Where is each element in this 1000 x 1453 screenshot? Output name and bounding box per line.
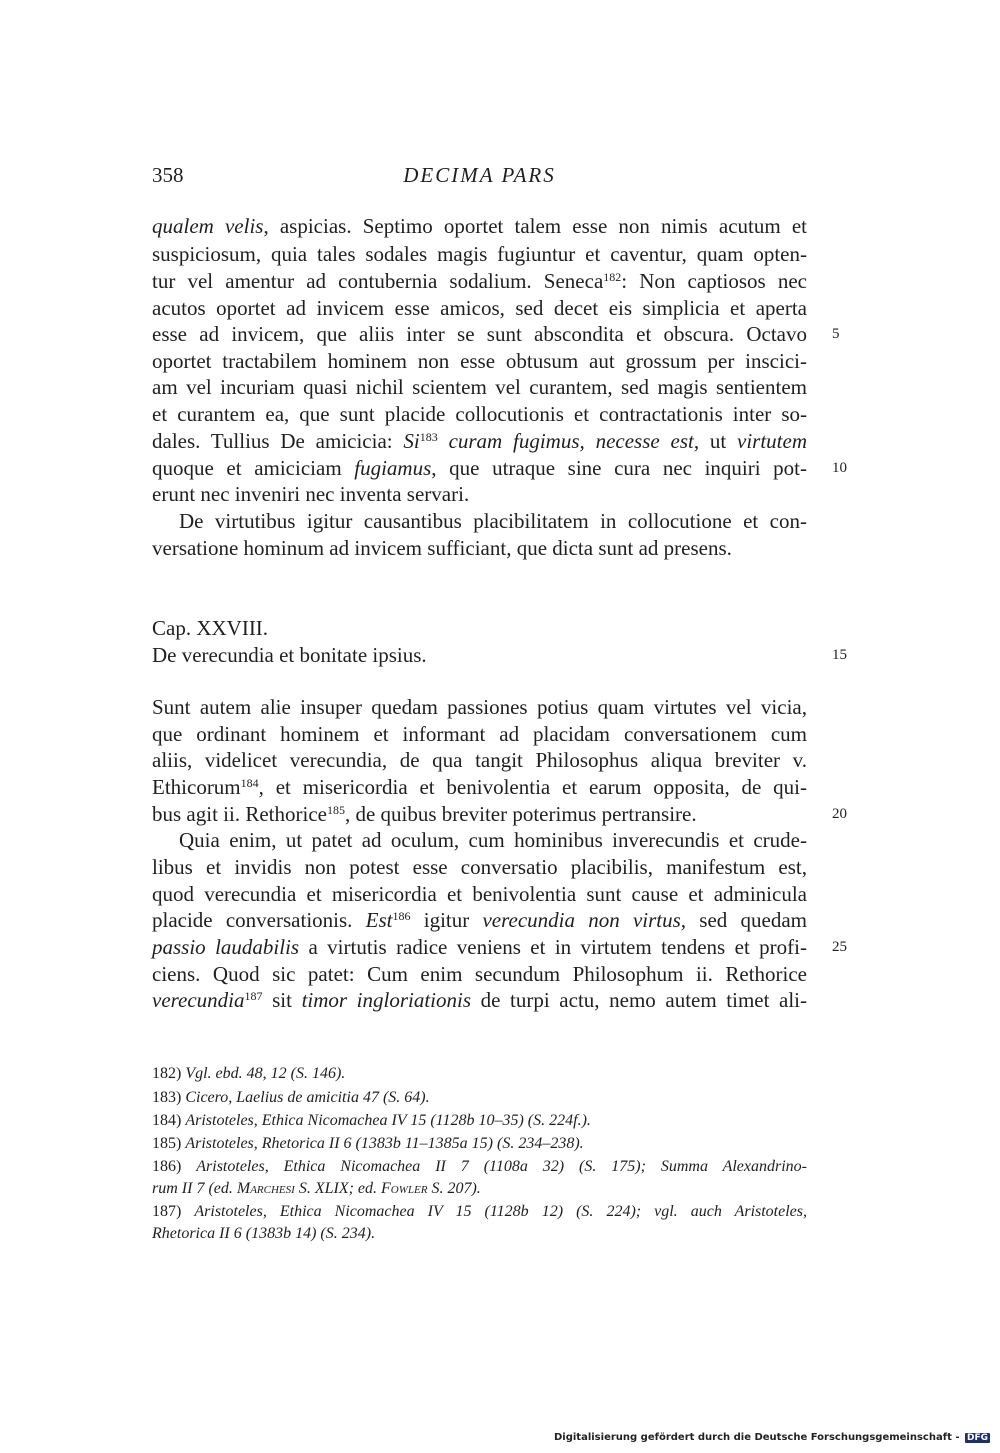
text-line: dales. Tullius De amicicia: Si$^{183}$ curam fugimus, necesse est, ut virtutem	[152, 429, 807, 453]
text-line: ciens. Quod sic patet: Cum enim secundum Philosophum ii. Rethorice	[152, 962, 807, 986]
footnote: 185) Aristoteles, Rhetorica II 6 (1383b 11–1385a 15) (S. 234–238).	[152, 1135, 584, 1152]
text-line: aliis, videlicet verecundia, de qua tangit Philosophus aliqua breviter v.	[152, 748, 807, 772]
funding-credit	[554, 1432, 990, 1443]
text-line: tur vel amentur ad contubernia sodalium. Seneca$^{182}$: Non captiosos nec	[152, 269, 807, 293]
text-line: que ordinant hominem et informant ad placidam conversationem cum	[152, 722, 807, 746]
footnote-continuation: rum II 7 (ed. Marchesi S. XLIX; ed. Fowler S. 207).	[152, 1180, 481, 1197]
footnote: 187) Aristoteles, Ethica Nicomachea IV 15 (1128b 12) (S. 224); vgl. auch Aristoteles,	[152, 1203, 808, 1220]
text-line: am vel incuriam quasi nichil scientem vel curantem, sed magis sentientem	[152, 375, 807, 399]
running-title: DECIMA PARS	[403, 163, 556, 187]
text-line: qualem velis, aspicias. Septimo oportet talem esse non nimis acutum et	[152, 214, 807, 238]
footnote-continuation: Rhetorica II 6 (1383b 14) (S. 234).	[152, 1225, 376, 1242]
footnote: 184) Aristoteles, Ethica Nicomachea IV 15 (1128b 10–35) (S. 224f.).	[152, 1112, 591, 1129]
text-line: Quia enim, ut patet ad oculum, cum hominibus inverecundis et crude-	[179, 828, 807, 852]
line-number: 10	[832, 460, 847, 476]
dfg-logo: DFG	[966, 1433, 988, 1443]
footnote: 183) Cicero, Laelius de amicitia 47 (S. 64).	[152, 1089, 430, 1106]
page-number: 358	[152, 163, 184, 187]
chapter-label: Cap. XXVIII.	[152, 616, 269, 640]
text-line: erunt nec inveniri nec inventa servari.	[152, 482, 470, 506]
line-number: 5	[832, 326, 840, 342]
text-line: Sunt autem alie insuper quedam passiones potius quam virtutes vel vicia,	[152, 695, 807, 719]
line-number: 20	[832, 806, 847, 822]
funding-credit-text: Digitalisierung gefördert durch die Deutsche Forschungsgemeinschaft -	[553, 1432, 960, 1443]
text-line: quoque et amiciciam fugiamus, que utraque sine cura nec inquiri pot-	[152, 456, 808, 480]
text-line: suspiciosum, quia tales sodales magis fugiuntur et caventur, quam opten-	[152, 242, 807, 266]
text-line: quod verecundia et misericordia et benivolentia sunt cause et adminicula	[152, 882, 807, 906]
text-line: et curantem ea, que sunt placide collocutionis et contractationis inter so-	[152, 402, 807, 426]
text-line: acutos oportet ad invicem esse amicos, sed decet eis simplicia et aperta	[152, 296, 807, 320]
line-number: 15	[832, 647, 847, 663]
text-line: libus et invidis non potest esse conversatio placibilis, manifestum est,	[152, 855, 807, 879]
line-number: 25	[832, 939, 847, 955]
footnote: 186) Aristoteles, Ethica Nicomachea II 7 (1108a 32) (S. 175); Summa Alexandrino-	[152, 1158, 807, 1175]
chapter-title: De verecundia et bonitate ipsius.	[152, 643, 427, 667]
text-line: oportet tractabilem hominem non esse obtusum aut grossum per inscici-	[152, 349, 807, 373]
text-line: esse ad invicem, que aliis inter se sunt abscondita et obscura. Octavo	[152, 322, 807, 346]
text-line: verecundia$^{187}$ sit timor ingloriationis de turpi actu, nemo autem timet ali-	[152, 988, 808, 1012]
text-line: De virtutibus igitur causantibus placibilitatem in collocutione et con-	[179, 509, 807, 533]
text-line: versatione hominum ad invicem sufficiant, que dicta sunt ad presens.	[152, 536, 732, 560]
text-line: Ethicorum$^{184}$, et misericordia et benivolentia et earum opposita, de qui-	[152, 775, 807, 799]
text-line: passio laudabilis a virtutis radice veniens et in virtutem tendens et profi-	[152, 935, 807, 959]
text-line: placide conversationis. Est$^{186}$ igitur verecundia non virtus, sed quedam	[152, 908, 807, 932]
text-line: bus agit ii. Rethorice$^{185}$, de quibus breviter poterimus pertransire.	[152, 802, 697, 826]
footnote: 182) Vgl. ebd. 48, 12 (S. 146).	[152, 1065, 346, 1082]
